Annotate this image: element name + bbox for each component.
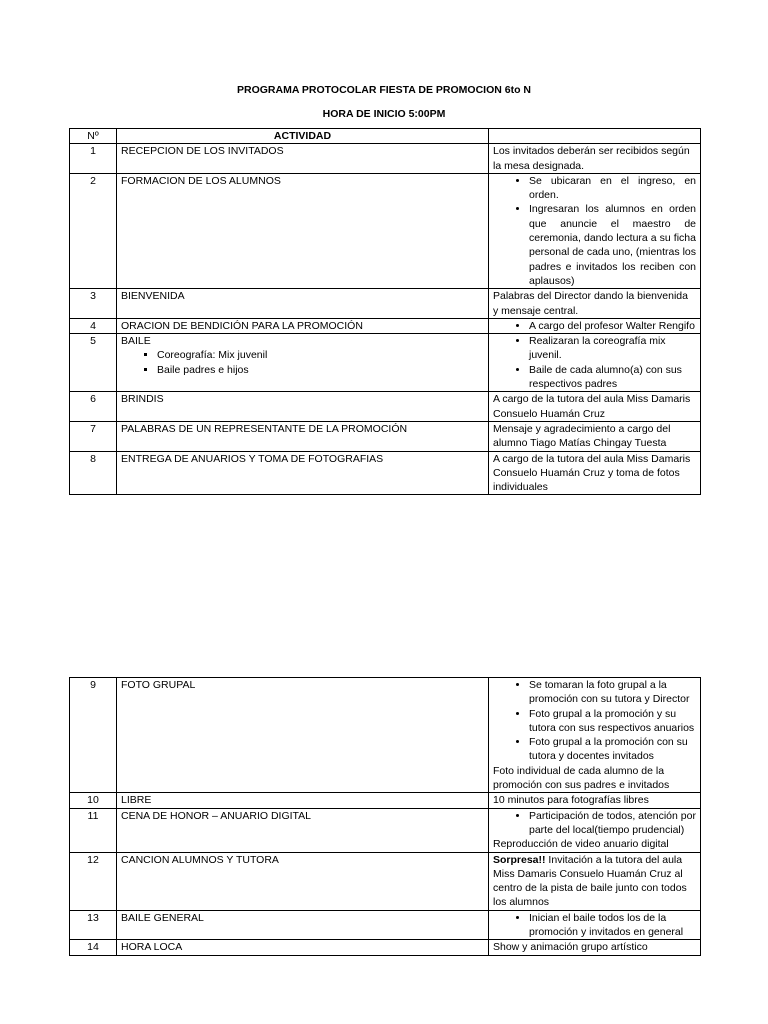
table-row <box>70 334 701 392</box>
table-row <box>70 451 701 495</box>
row-activity: BRINDIS <box>117 392 489 422</box>
row-number: 10 <box>70 793 117 808</box>
row-detail: Show y animación grupo artístico <box>489 940 701 955</box>
row-detail <box>489 910 701 940</box>
activity-sub-item: ▪ Coreografía: Mix juvenil <box>157 348 484 362</box>
row-activity: FORMACION DE LOS ALUMNOS <box>117 173 489 288</box>
table-row <box>70 318 701 333</box>
row-number: 1 <box>70 144 117 174</box>
table-row <box>70 808 701 852</box>
table-row <box>70 678 701 793</box>
row-number: 5 <box>70 334 117 392</box>
detail-bullet: • Se ubicaran en el ingreso, en orden. <box>529 174 696 203</box>
detail-bullet: • Participación de todos, atención por parte del local(tiempo prudencial) <box>529 809 696 838</box>
table-row <box>70 793 701 808</box>
header-activity: ACTIVIDAD <box>117 129 489 144</box>
detail-bullet: • Foto grupal a la promoción y su tutora con sus respectivos anuarios <box>529 707 696 736</box>
row-activity: ORACION DE BENDICIÓN PARA LA PROMOCIÓN <box>117 318 489 333</box>
detail-bullet: • Foto grupal a la promoción con su tutora y docentes invitados <box>529 735 696 764</box>
row-detail <box>489 808 701 852</box>
table-row <box>70 144 701 174</box>
row-number: 6 <box>70 392 117 422</box>
row-detail <box>489 678 701 793</box>
row-activity: CANCION ALUMNOS Y TUTORA <box>117 852 489 910</box>
header-detail <box>489 129 701 144</box>
table-row <box>70 852 701 910</box>
row-number: 14 <box>70 940 117 955</box>
row-number: 2 <box>70 173 117 288</box>
row-detail <box>489 173 701 288</box>
row-activity <box>117 334 489 392</box>
row-detail: 10 minutos para fotografías libres <box>489 793 701 808</box>
table-header-row <box>70 129 701 144</box>
row-detail <box>489 318 701 333</box>
detail-text: Reproducción de video anuario digital <box>493 838 669 851</box>
table-row <box>70 392 701 422</box>
activity-label: BAILE <box>121 335 151 348</box>
row-detail <box>489 852 701 910</box>
table-row <box>70 173 701 288</box>
program-table-page-1 <box>69 128 701 495</box>
detail-bullet: • Ingresaran los alumnos en orden que anuncie el maestro de ceremonia, dando lectura a su ficha personal de cada uno, (mientras los padres e invitados los reciben con aplausos) <box>529 202 696 288</box>
table-row <box>70 940 701 955</box>
detail-bullet: • A cargo del profesor Walter Rengifo <box>529 319 696 333</box>
row-activity: BAILE GENERAL <box>117 910 489 940</box>
detail-text: Foto individual de cada alumno de la promoción con sus padres e invitados <box>493 764 670 792</box>
row-activity: HORA LOCA <box>117 940 489 955</box>
row-activity: CENA DE HONOR – ANUARIO DIGITAL <box>117 808 489 852</box>
row-detail: A cargo de la tutora del aula Miss Damaris Consuelo Huamán Cruz y toma de fotos individuales <box>489 451 701 495</box>
row-activity: BIENVENIDA <box>117 289 489 319</box>
start-time: HORA DE INICIO 5:00PM <box>322 108 446 120</box>
activity-sub-item: ▪ Baile padres e hijos <box>157 363 484 377</box>
row-number: 8 <box>70 451 117 495</box>
row-activity: RECEPCION DE LOS INVITADOS <box>117 144 489 174</box>
row-number: 12 <box>70 852 117 910</box>
row-number: 7 <box>70 421 117 451</box>
row-activity: ENTREGA DE ANUARIOS Y TOMA DE FOTOGRAFIAS <box>117 451 489 495</box>
row-number: 11 <box>70 808 117 852</box>
row-detail: A cargo de la tutora del aula Miss Damaris Consuelo Huamán Cruz <box>489 392 701 422</box>
detail-bullet: • Baile de cada alumno(a) con sus respectivos padres <box>529 363 696 392</box>
row-detail: Palabras del Director dando la bienvenida y mensaje central. <box>489 289 701 319</box>
row-activity: LIBRE <box>117 793 489 808</box>
document-title: PROGRAMA PROTOCOLAR FIESTA DE PROMOCION 6to N <box>236 84 531 96</box>
row-number: 4 <box>70 318 117 333</box>
detail-text: Invitación a la tutora del aula Miss Damaris Consuelo Huamán Cruz al centro de la pista de baile junto con todos los alumnos <box>493 853 687 909</box>
detail-bullet: • Realizaran la coreografía mix juvenil. <box>529 334 696 363</box>
row-number: 3 <box>70 289 117 319</box>
row-detail <box>489 334 701 392</box>
detail-bullet: • Inician el baile todos los de la promoción y invitados en general <box>529 911 696 940</box>
row-number: 9 <box>70 678 117 793</box>
detail-bullet: • Se tomaran la foto grupal a la promoción con su tutora y Director <box>529 678 696 707</box>
row-detail: Los invitados deberán ser recibidos según la mesa designada. <box>489 144 701 174</box>
row-activity: FOTO GRUPAL <box>117 678 489 793</box>
table-row <box>70 289 701 319</box>
table-row <box>70 421 701 451</box>
header-number: Nº <box>70 129 117 144</box>
program-table-page-2 <box>69 677 701 956</box>
surprise-label: Sorpresa!! <box>493 853 546 866</box>
row-number: 13 <box>70 910 117 940</box>
table-row <box>70 910 701 940</box>
row-detail: Mensaje y agradecimiento a cargo del alumno Tiago Matías Chingay Tuesta <box>489 421 701 451</box>
row-activity: PALABRAS DE UN REPRESENTANTE DE LA PROMOCIÓN <box>117 421 489 451</box>
